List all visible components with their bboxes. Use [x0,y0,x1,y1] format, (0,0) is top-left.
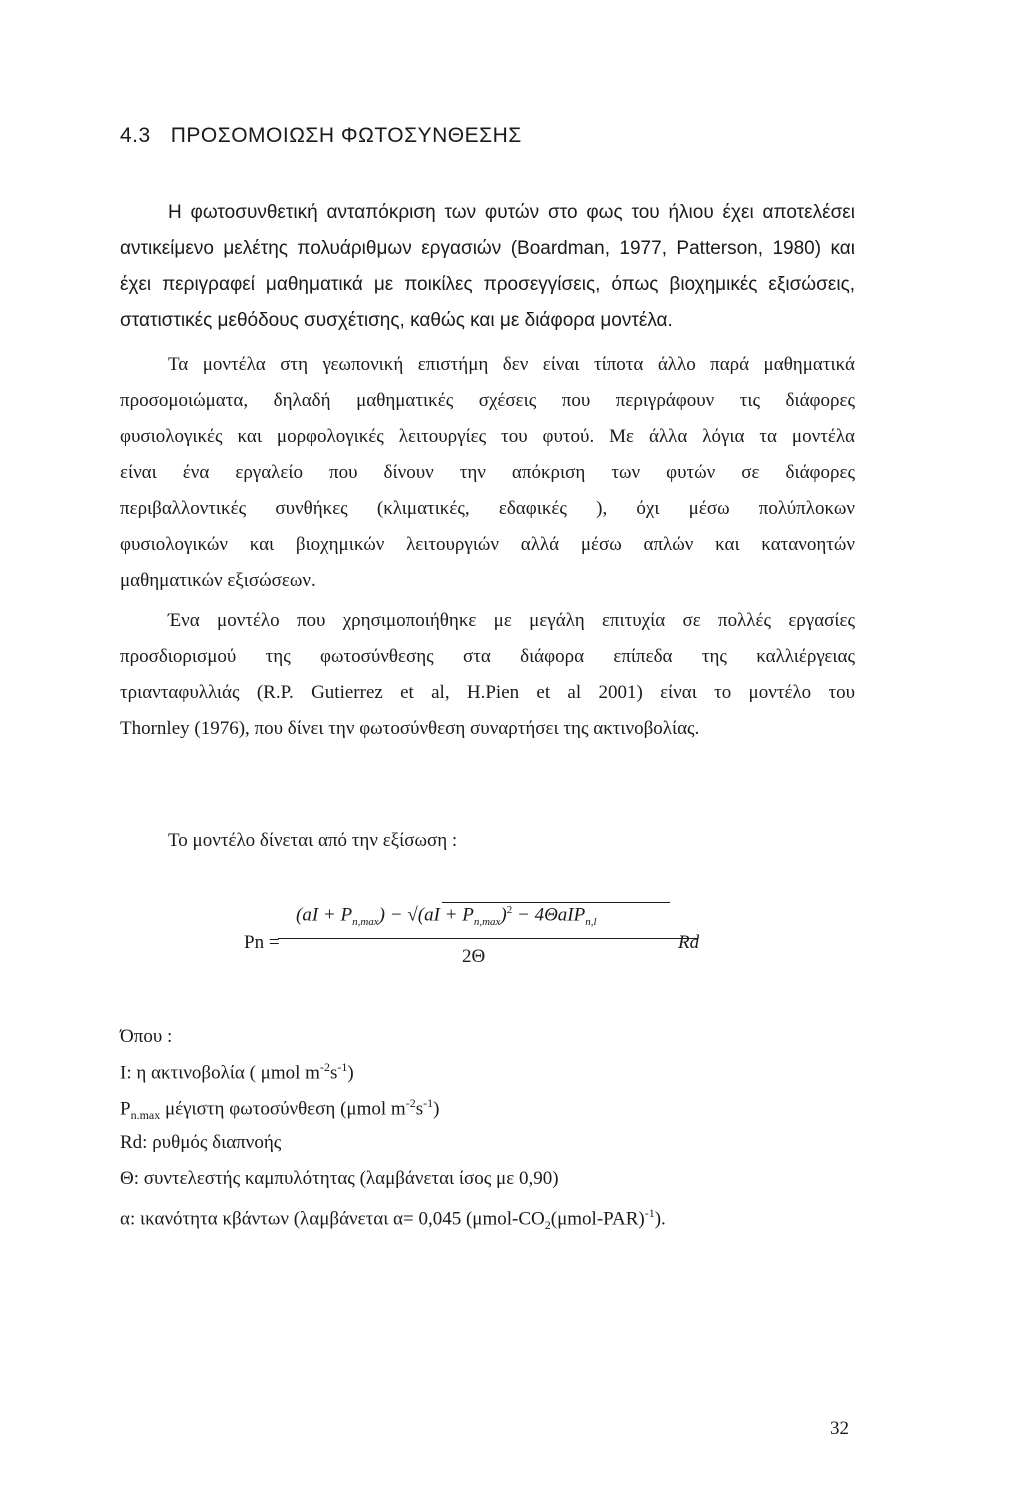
formula-rd: Rd [678,932,700,953]
photosynthesis-formula [244,880,714,980]
paragraph-2-line: φυσιολογικές και μορφολογικές λειτουργίες του φυτού. Με άλλα λόγια τα μοντέλα [120,426,855,447]
definition-text: (μmol-PAR) [550,1208,645,1230]
definition-text: I: η ακτινοβολία ( μmol m [120,1062,320,1084]
definition-superscript: -1 [423,1096,434,1110]
definition-text: P [120,1098,131,1120]
formula-term: ) − √(aI + P [378,904,474,926]
definition-superscript: -1 [644,1206,655,1220]
definition-alpha [120,1206,855,1233]
formula-numerator [296,904,597,928]
paragraph-1-line: Η φωτοσυνθετική ανταπόκριση των φυτών στο φως του ήλιου έχει αποτελέσει [168,202,855,223]
definition-text: μέγιστη φωτοσύνθεση (μmol m [160,1098,406,1120]
section-number: 4.3 [120,124,151,147]
definition-text: s [329,1062,338,1084]
paragraph-1-line: στατιστικές μεθόδους συσχέτισης, καθώς και με διάφορα μοντέλα. [120,310,673,331]
definition-i [120,1060,855,1084]
fraction-bar [278,938,698,939]
definition-superscript: -2 [319,1060,330,1074]
definition-superscript: -2 [405,1096,416,1110]
paragraph-1-line: αντικείμενο μελέτης πολυάριθμων εργασιών (Boardman, 1977, Patterson, 1980) και [120,238,855,259]
formula-intro: Το μοντέλο δίνεται από την εξίσωση : [168,830,458,851]
paragraph-2-line: Τα μοντέλα στη γεωπονική επιστήμη δεν είναι τίποτα άλλο παρά μαθηματικά [168,354,855,375]
paragraph-3-line: Ένα μοντέλο που χρησιμοποιήθηκε με μεγάλη επιτυχία σε πολλές εργασίες [168,610,855,631]
formula-lhs: Pn = [244,932,280,953]
definition-superscript: -1 [337,1060,348,1074]
section-heading [120,124,522,148]
formula-superscript: 2 [506,904,513,916]
paragraph-3-line: προσδιορισμού της φωτοσύνθεσης στα διάφορα επίπεδα της καλλιέργειας [120,646,855,667]
formula-subscript: n,l [585,916,597,929]
paragraph-2-line: είναι ένα εργαλείο που δίνουν την απόκριση των φυτών σε διάφορες [120,462,855,483]
formula-subscript: n,max [473,916,501,929]
paragraph-3-line: τριανταφυλλιάς (R.P. Gutierrez et al, H.Pien et al 2001) είναι το μοντέλο του [120,682,855,703]
formula-denominator: 2Θ [462,946,486,967]
definition-text: s [415,1098,424,1120]
formula-term: ) [500,904,507,926]
paragraph-2-line: περιβαλλοντικές συνθήκες (κλιματικές, εδαφικές ), όχι μέσω πολύπλοκων [120,498,855,519]
page-number: 32 [830,1418,849,1439]
definitions-heading: Όπου : [120,1026,173,1047]
definition-rd: Rd: ρυθμός διαπνοής [120,1132,282,1153]
paragraph-2-line: προσομοιώματα, δηλαδή μαθηματικές σχέσεις που περιγράφουν τις διάφορες [120,390,855,411]
definition-text: ) [433,1098,440,1120]
paragraph-2-line: μαθηματικών εξισώσεων. [120,570,316,591]
definition-text: α: ικανότητα κβάντων (λαμβάνεται α= 0,045 (μmol-CO [120,1208,545,1230]
definition-text: ) [347,1062,354,1084]
paragraph-3-line: Thornley (1976), που δίνει την φωτοσύνθεση συναρτήσει της ακτινοβολίας. [120,718,700,739]
definition-text: ). [654,1208,666,1230]
definition-subscript: n.max [130,1108,161,1123]
section-title: ΠΡΟΣΟΜΟΙΩΣΗ ΦΩΤΟΣΥΝΘΕΣΗΣ [170,124,522,147]
formula-term: (aI + P [296,904,353,926]
formula-subscript: n,max [352,916,379,929]
definition-subscript: 2 [544,1218,551,1233]
definition-theta: Θ: συντελεστής καμπυλότητας (λαμβάνεται ίσος με 0,90) [120,1168,559,1189]
definition-pnmax [120,1096,855,1123]
paragraph-1-line: έχει περιγραφεί μαθηματικά με ποικίλες προσεγγίσεις, όπως βιοχημικές εξισώσεις, [120,274,855,295]
formula-term: − 4ΘaIP [512,904,586,926]
paragraph-2-line: φυσιολογικών και βιοχημικών λειτουργιών αλλά μέσω απλών και κατανοητών [120,534,855,555]
sqrt-overline [442,902,670,903]
